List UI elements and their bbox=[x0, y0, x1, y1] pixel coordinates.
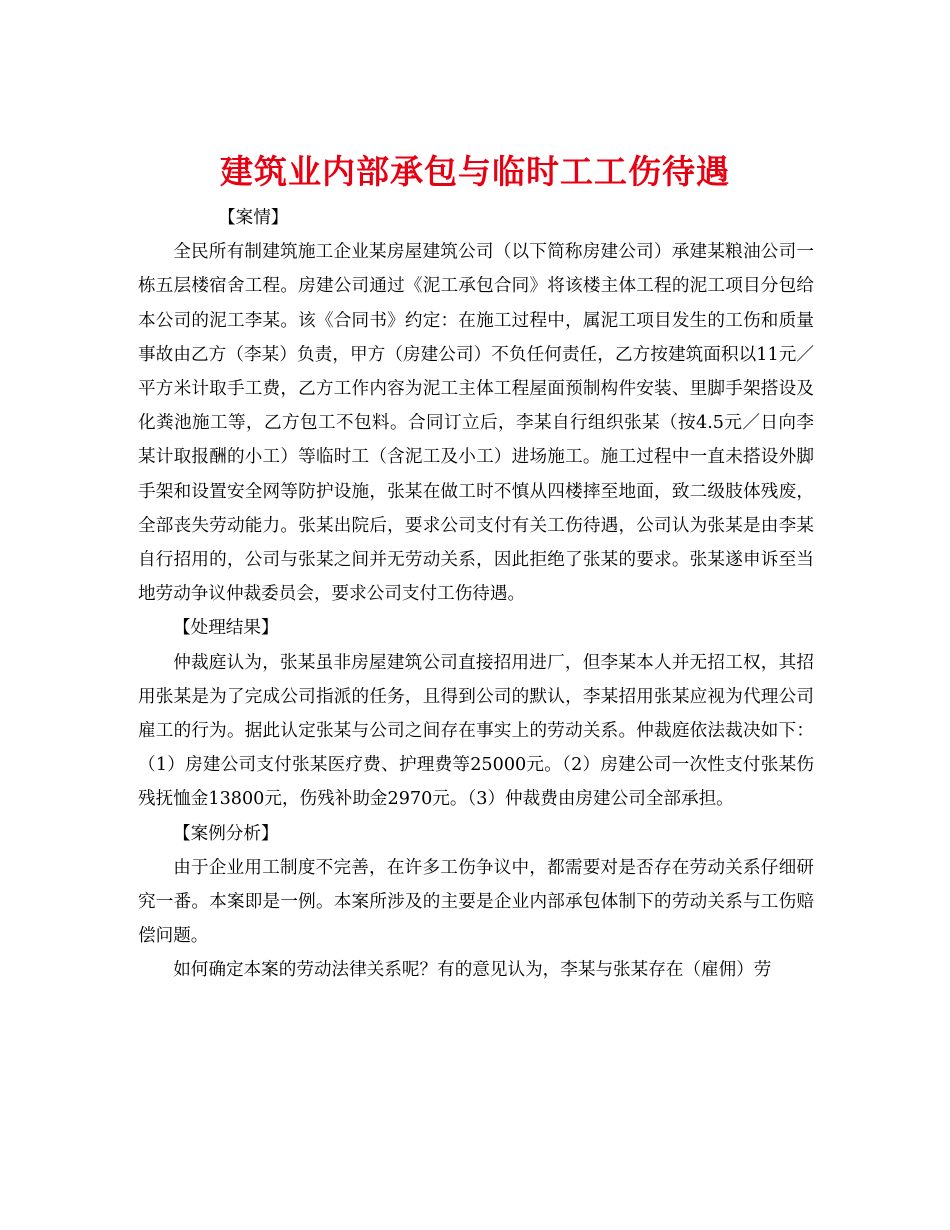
paragraph-analysis-1: 由于企业用工制度不完善，在许多工伤争议中，都需要对是否存在劳动关系仔细研究一番。本案即是一例。本案所涉及的主要是企业内部承包体制下的劳动关系与工伤赔偿问题。 bbox=[138, 857, 814, 947]
section-case bbox=[138, 201, 814, 611]
section-heading-case: 【案情】 bbox=[218, 208, 289, 228]
section-result bbox=[138, 611, 814, 816]
section-analysis bbox=[138, 817, 814, 988]
paragraph-result: 仲裁庭认为，张某虽非房屋建筑公司直接招用进厂，但李某本人并无招工权，其招用张某是为了完成公司指派的任务，且得到公司的默认，李某招用张某应视为代理公司雇工的行为。据此认定张某与公司之间存在事实上的劳动关系。仲裁庭依法裁决如下：（1）房建公司支付张某医疗费、护理费等25000元。（2）房建公司一次性支付张某伤残抚恤金13800元，伤残补助金2970元。（3）仲裁费由房建公司全部承担。 bbox=[138, 652, 814, 810]
document-body bbox=[138, 201, 814, 988]
paragraph-analysis-2: 如何确定本案的劳动法律关系呢？有的意见认为，李某与张某存在（雇佣）劳 bbox=[173, 960, 772, 981]
section-heading-result: 【处理结果】 bbox=[173, 618, 279, 639]
paragraph-case: 全民所有制建筑施工企业某房屋建筑公司（以下简称房建公司）承建某粮油公司一栋五层楼宿舍工程。房建公司通过《泥工承包合同》将该楼主体工程的泥工项目分包给本公司的泥工李某。该《合同书》约定：在施工过程中，属泥工项目发生的工伤和质量事故由乙方（李某）负责，甲方（房建公司）不负任何责任，乙方按建筑面积以11元／平方米计取手工费，乙方工作内容为泥工主体工程屋面预制构件安装、里脚手架搭设及化粪池施工等，乙方包工不包料。合同订立后，李某自行组织张某（按4.5元／日向李某计取报酬的小工）等临时工（含泥工及小工）进场施工。施工过程中一直未搭设外脚手架和设置安全网等防护设施，张某在做工时不慎从四楼摔至地面，致二级肢体残废，全部丧失劳动能力。张某出院后，要求公司支付有关工伤待遇，公司认为张某是由李某自行招用的，公司与张某之间并无劳动关系，因此拒绝了张某的要求。张某遂申诉至当地劳动争议仲裁委员会，要求公司支付工伤待遇。 bbox=[138, 242, 814, 605]
document-title: 建筑业内部承包与临时工工伤待遇 bbox=[220, 152, 730, 192]
section-heading-analysis: 【案例分析】 bbox=[173, 823, 279, 844]
